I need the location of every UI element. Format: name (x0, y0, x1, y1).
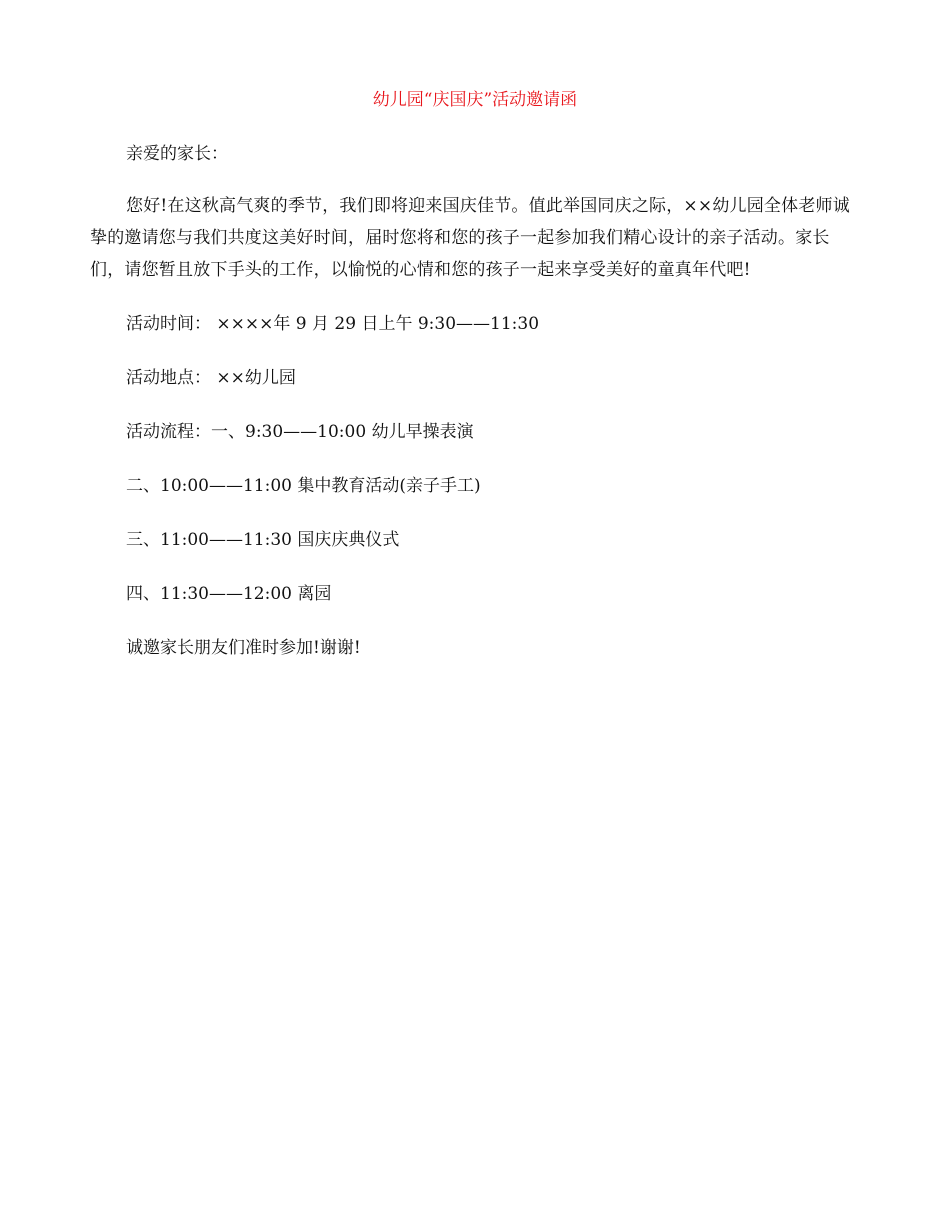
salutation: 亲爱的家长： (126, 144, 228, 164)
schedule-item-3: 三、11:00——11:30 国庆庆典仪式 (126, 530, 400, 550)
activity-time: 活动时间： ××××年 9 月 29 日上午 9:30——11:30 (126, 314, 540, 334)
intro-paragraph: 您好!在这秋高气爽的季节，我们即将迎来国庆佳节。值此举国同庆之际，××幼儿园全体老师诚挚的邀请您与我们共度这美好时间，届时您将和您的孩子一起参加我们精心设计的亲子活动。家长们，请您暂且放下手头的工作，以愉悦的心情和您的孩子一起来享受美好的童真年代吧! (90, 196, 850, 280)
page-title: 幼儿园“庆国庆”活动邀请函 (372, 90, 578, 110)
schedule-item-2: 二、10:00——11:00 集中教育活动(亲子手工) (126, 476, 481, 496)
schedule-item-4: 四、11:30——12:00 离园 (126, 584, 332, 604)
closing-line: 诚邀家长朋友们准时参加!谢谢! (126, 638, 361, 658)
schedule-item-1: 活动流程：一、9:30——10:00 幼儿早操表演 (126, 422, 474, 442)
activity-place: 活动地点： ××幼儿园 (126, 368, 296, 388)
